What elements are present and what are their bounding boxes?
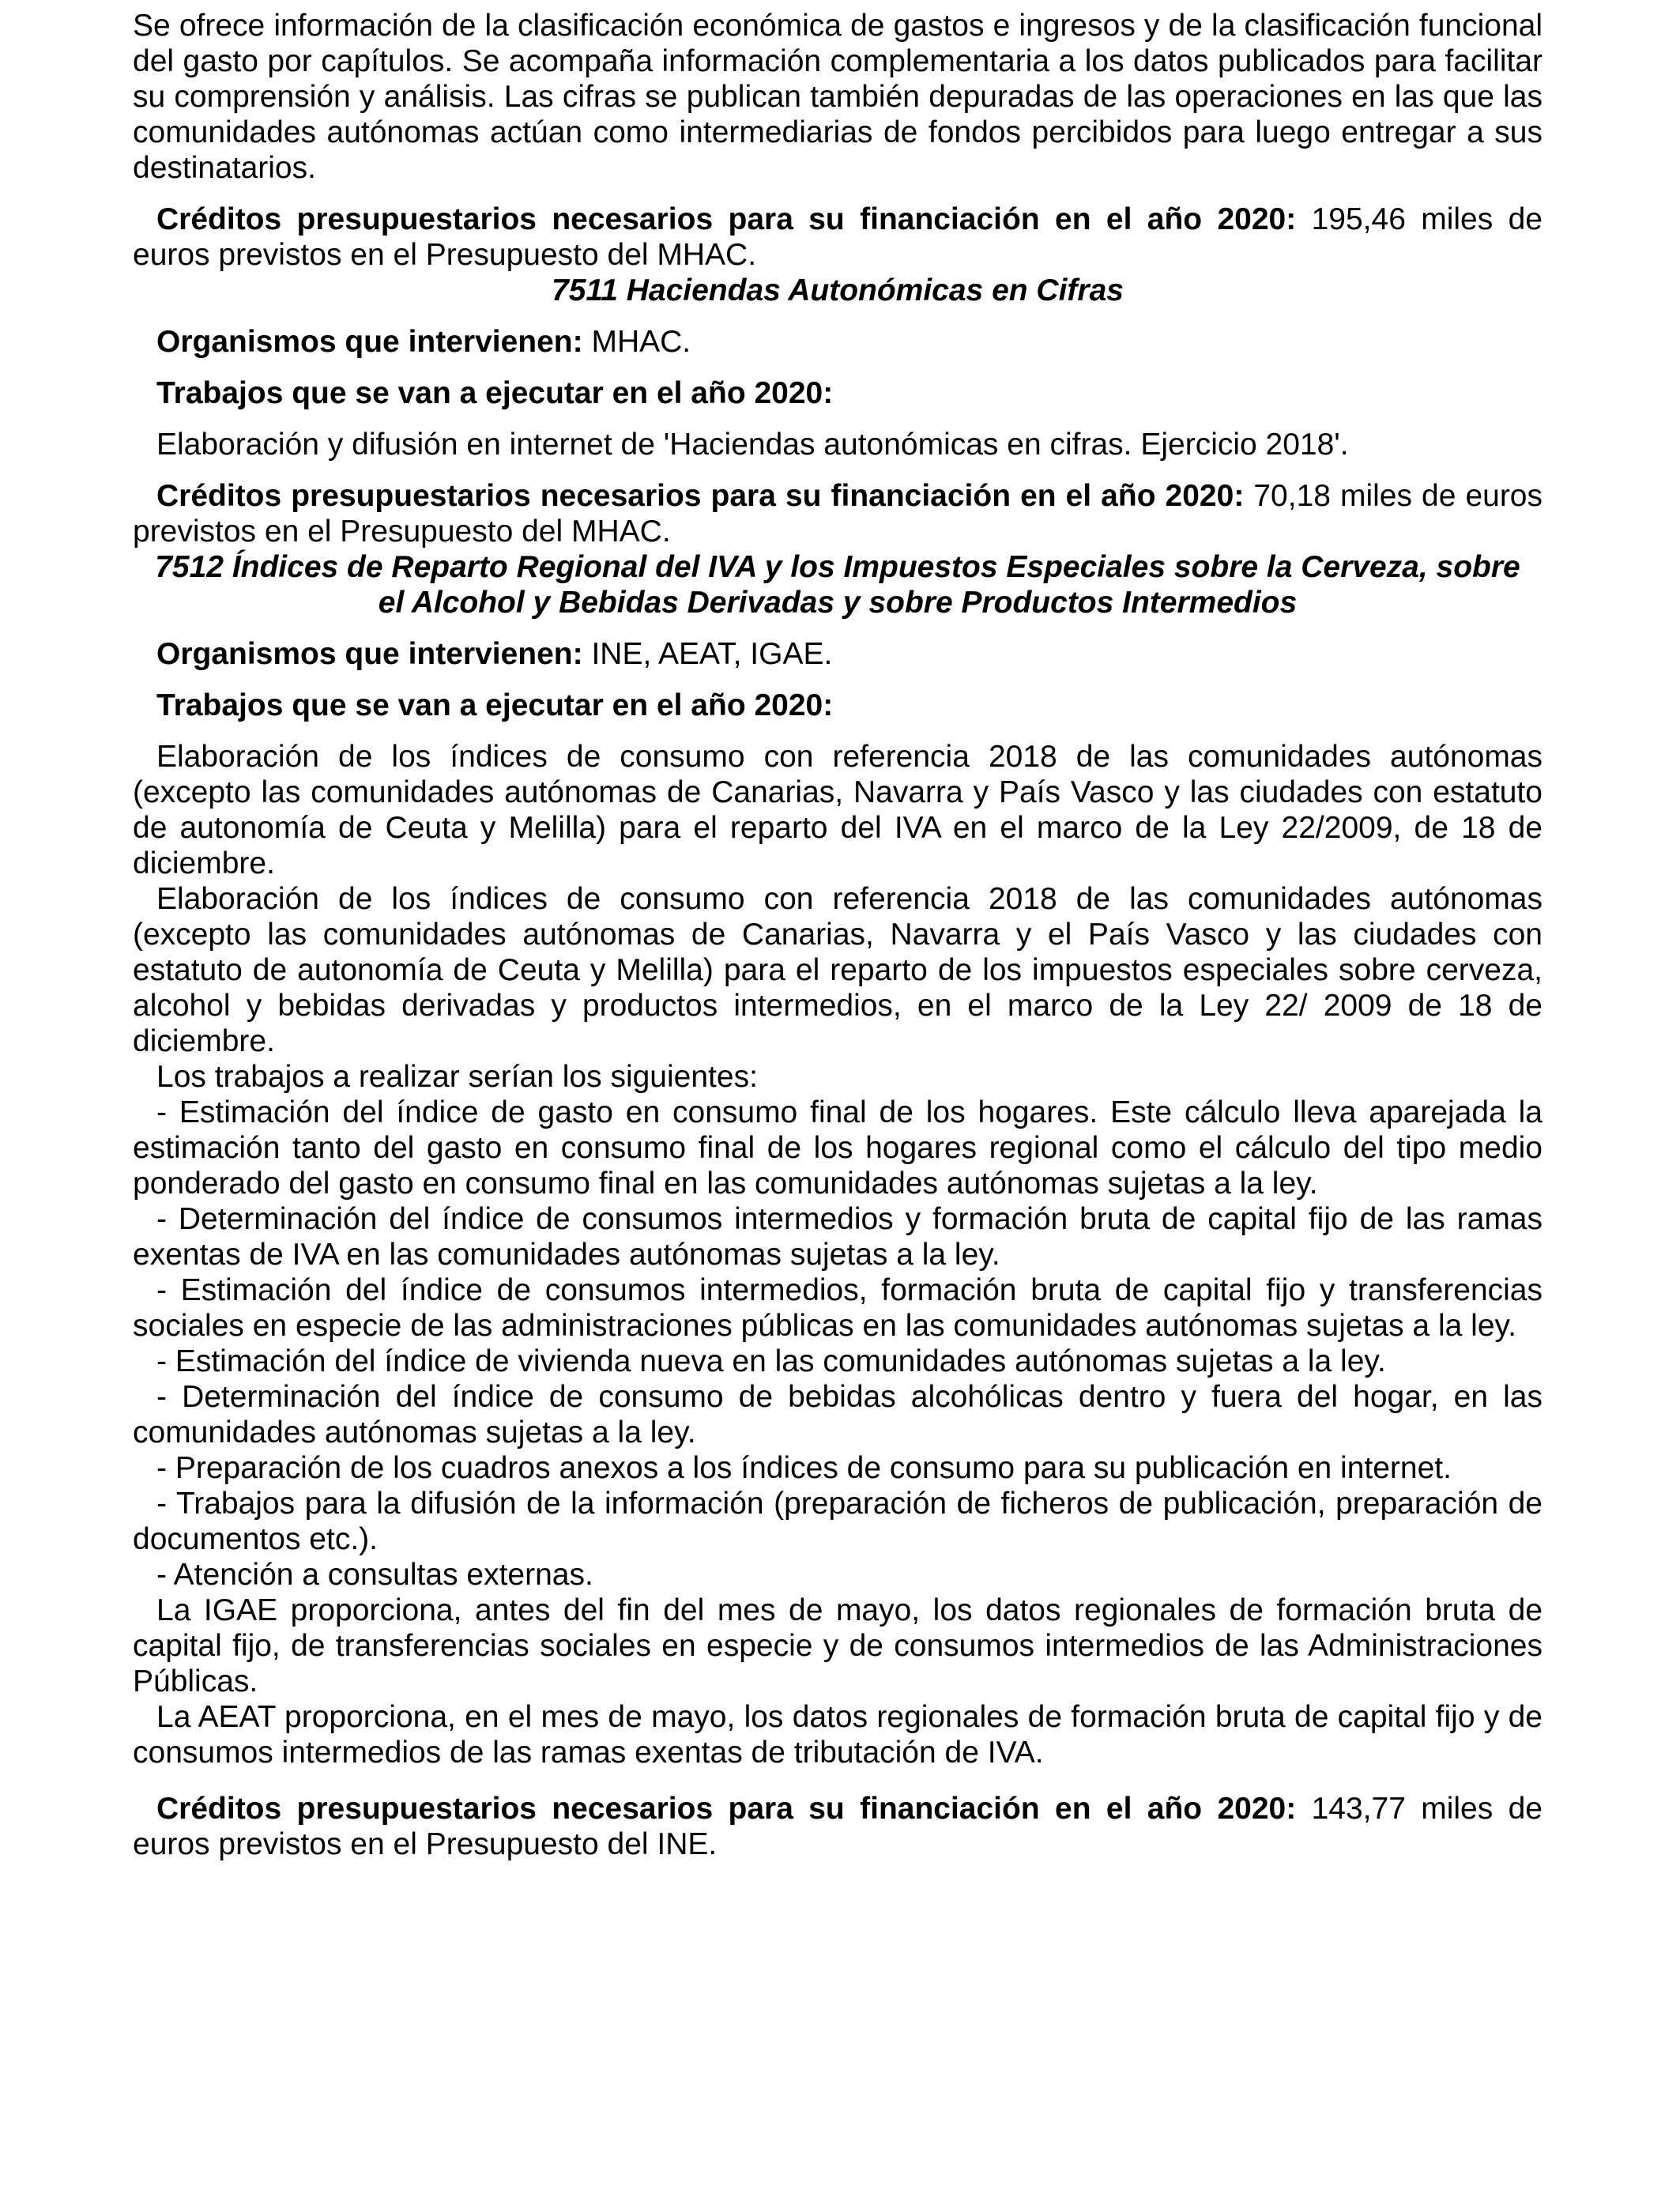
section-7511-works-text: Elaboración y difusión en internet de 'Haciendas autonómicas en cifras. Ejercicio 2018'. [156, 428, 1349, 462]
section-7512-title-line-1: 7512 Índices de Reparto Regional del IVA y los Impuestos Especiales sobre la Cerveza, sobre [155, 550, 1520, 584]
list-item: - Estimación del índice de consumos intermedios, formación bruta de capital fijo y transferencias sociales en especie de las administraciones públicas en las comunidades autónomas sujetas a la ley. [133, 1273, 1543, 1343]
list-item: - Determinación del índice de consumos intermedios y formación bruta de capital fijo de las ramas exentas de IVA en las comunidades autónomas sujetas a la ley. [133, 1202, 1543, 1272]
body-paragraph: La AEAT proporciona, en el mes de mayo, los datos regionales de formación bruta de capital fijo y de consumos intermedios de las ramas exentas de tributación de IVA. [133, 1700, 1543, 1770]
body-paragraph: La IGAE proporciona, antes del fin del mes de mayo, los datos regionales de formación bruta de capital fijo, de transferencias sociales en especie y de consumos intermedios de las Administraciones Públicas. [133, 1593, 1543, 1698]
organisms-label: Organismos que intervienen: [156, 325, 583, 359]
section-7512-title-line-2: el Alcohol y Bebidas Derivadas y sobre Productos Intermedios [378, 586, 1298, 620]
list-item: - Atención a consultas externas. [156, 1558, 593, 1592]
list-item: - Preparación de los cuadros anexos a los índices de consumo para su publicación en internet. [156, 1451, 1452, 1485]
works-label: Trabajos que se van a ejecutar en el año 2020: [156, 376, 834, 410]
intro-credits [133, 202, 1543, 273]
section-7511-organisms [133, 324, 1543, 360]
list-item: - Estimación del índice de gasto en consumo final de los hogares. Este cálculo lleva aparejada la estimación tanto del gasto en consumo final de los hogares regional como el cálculo del tipo medio ponderado del gasto en consumo final en las comunidades autónomas sujetas a la ley. [133, 1095, 1543, 1201]
section-7512-organisms [133, 636, 1543, 672]
section-7512-body [133, 739, 1543, 1770]
credits-label: Créditos presupuestarios necesarios para su financiación en el año 2020: [156, 202, 1297, 236]
credits-value: 195,46 miles de euros previstos en el Presupuesto del MHAC. [133, 202, 1543, 272]
document-page [133, 8, 1543, 1862]
section-7511-title: 7511 Haciendas Autonómicas en Cifras [552, 273, 1124, 307]
organisms-label: Organismos que intervienen: [156, 637, 583, 671]
section-7511-works-heading [133, 375, 1543, 411]
credits-label: Créditos presupuestarios necesarios para su financiación en el año 2020: [156, 479, 1245, 513]
list-item: - Trabajos para la difusión de la información (preparación de ficheros de publicación, preparación de documentos etc.). [133, 1487, 1543, 1556]
section-7511-credits [133, 478, 1543, 549]
section-7512-credits [133, 1791, 1543, 1862]
body-paragraph: Elaboración de los índices de consumo con referencia 2018 de las comunidades autónomas (excepto las comunidades autónomas de Canarias, Navarra y País Vasco y las ciudades con estatuto de autonomía de Ceuta y Melilla) para el reparto del IVA en el marco de la Ley 22/2009, de 18 de diciembre. [133, 740, 1543, 880]
credits-label: Créditos presupuestarios necesarios para su financiación en el año 2020: [156, 1792, 1297, 1826]
body-paragraph: Los trabajos a realizar serían los siguientes: [156, 1060, 758, 1094]
section-7512-works-heading [133, 688, 1543, 723]
body-paragraph: Elaboración de los índices de consumo con referencia 2018 de las comunidades autónomas (excepto las comunidades autónomas de Canarias, Navarra y el País Vasco y las ciudades con estatuto de autonomía de Ceuta y Melilla) para el reparto de los impuestos especiales sobre cerveza, alcohol y bebidas derivadas y productos intermedios, en el marco de la Ley 22/ 2009 de 18 de diciembre. [133, 882, 1543, 1058]
credits-value: 143,77 miles de euros previstos en el Presupuesto del INE. [133, 1792, 1543, 1861]
organisms-value: INE, AEAT, IGAE. [582, 637, 833, 671]
organisms-value: MHAC. [582, 325, 691, 359]
works-label: Trabajos que se van a ejecutar en el año 2020: [156, 688, 834, 722]
credits-value: 70,18 miles de euros previstos en el Presupuesto del MHAC. [133, 479, 1543, 548]
list-item: - Determinación del índice de consumo de bebidas alcohólicas dentro y fuera del hogar, en las comunidades autónomas sujetas a la ley. [133, 1380, 1543, 1449]
intro-paragraph: Se ofrece información de la clasificación económica de gastos e ingresos y de la clasificación funcional del gasto por capítulos. Se acompaña información complementaria a los datos publicados para facilitar su comprensión y análisis. Las cifras se publican también depuradas de las operaciones en las que las comunidades autónomas actúan como intermediarias de fondos percibidos para luego entregar a sus destinatarios. [133, 9, 1543, 185]
list-item: - Estimación del índice de vivienda nueva en las comunidades autónomas sujetas a la ley. [156, 1344, 1386, 1378]
